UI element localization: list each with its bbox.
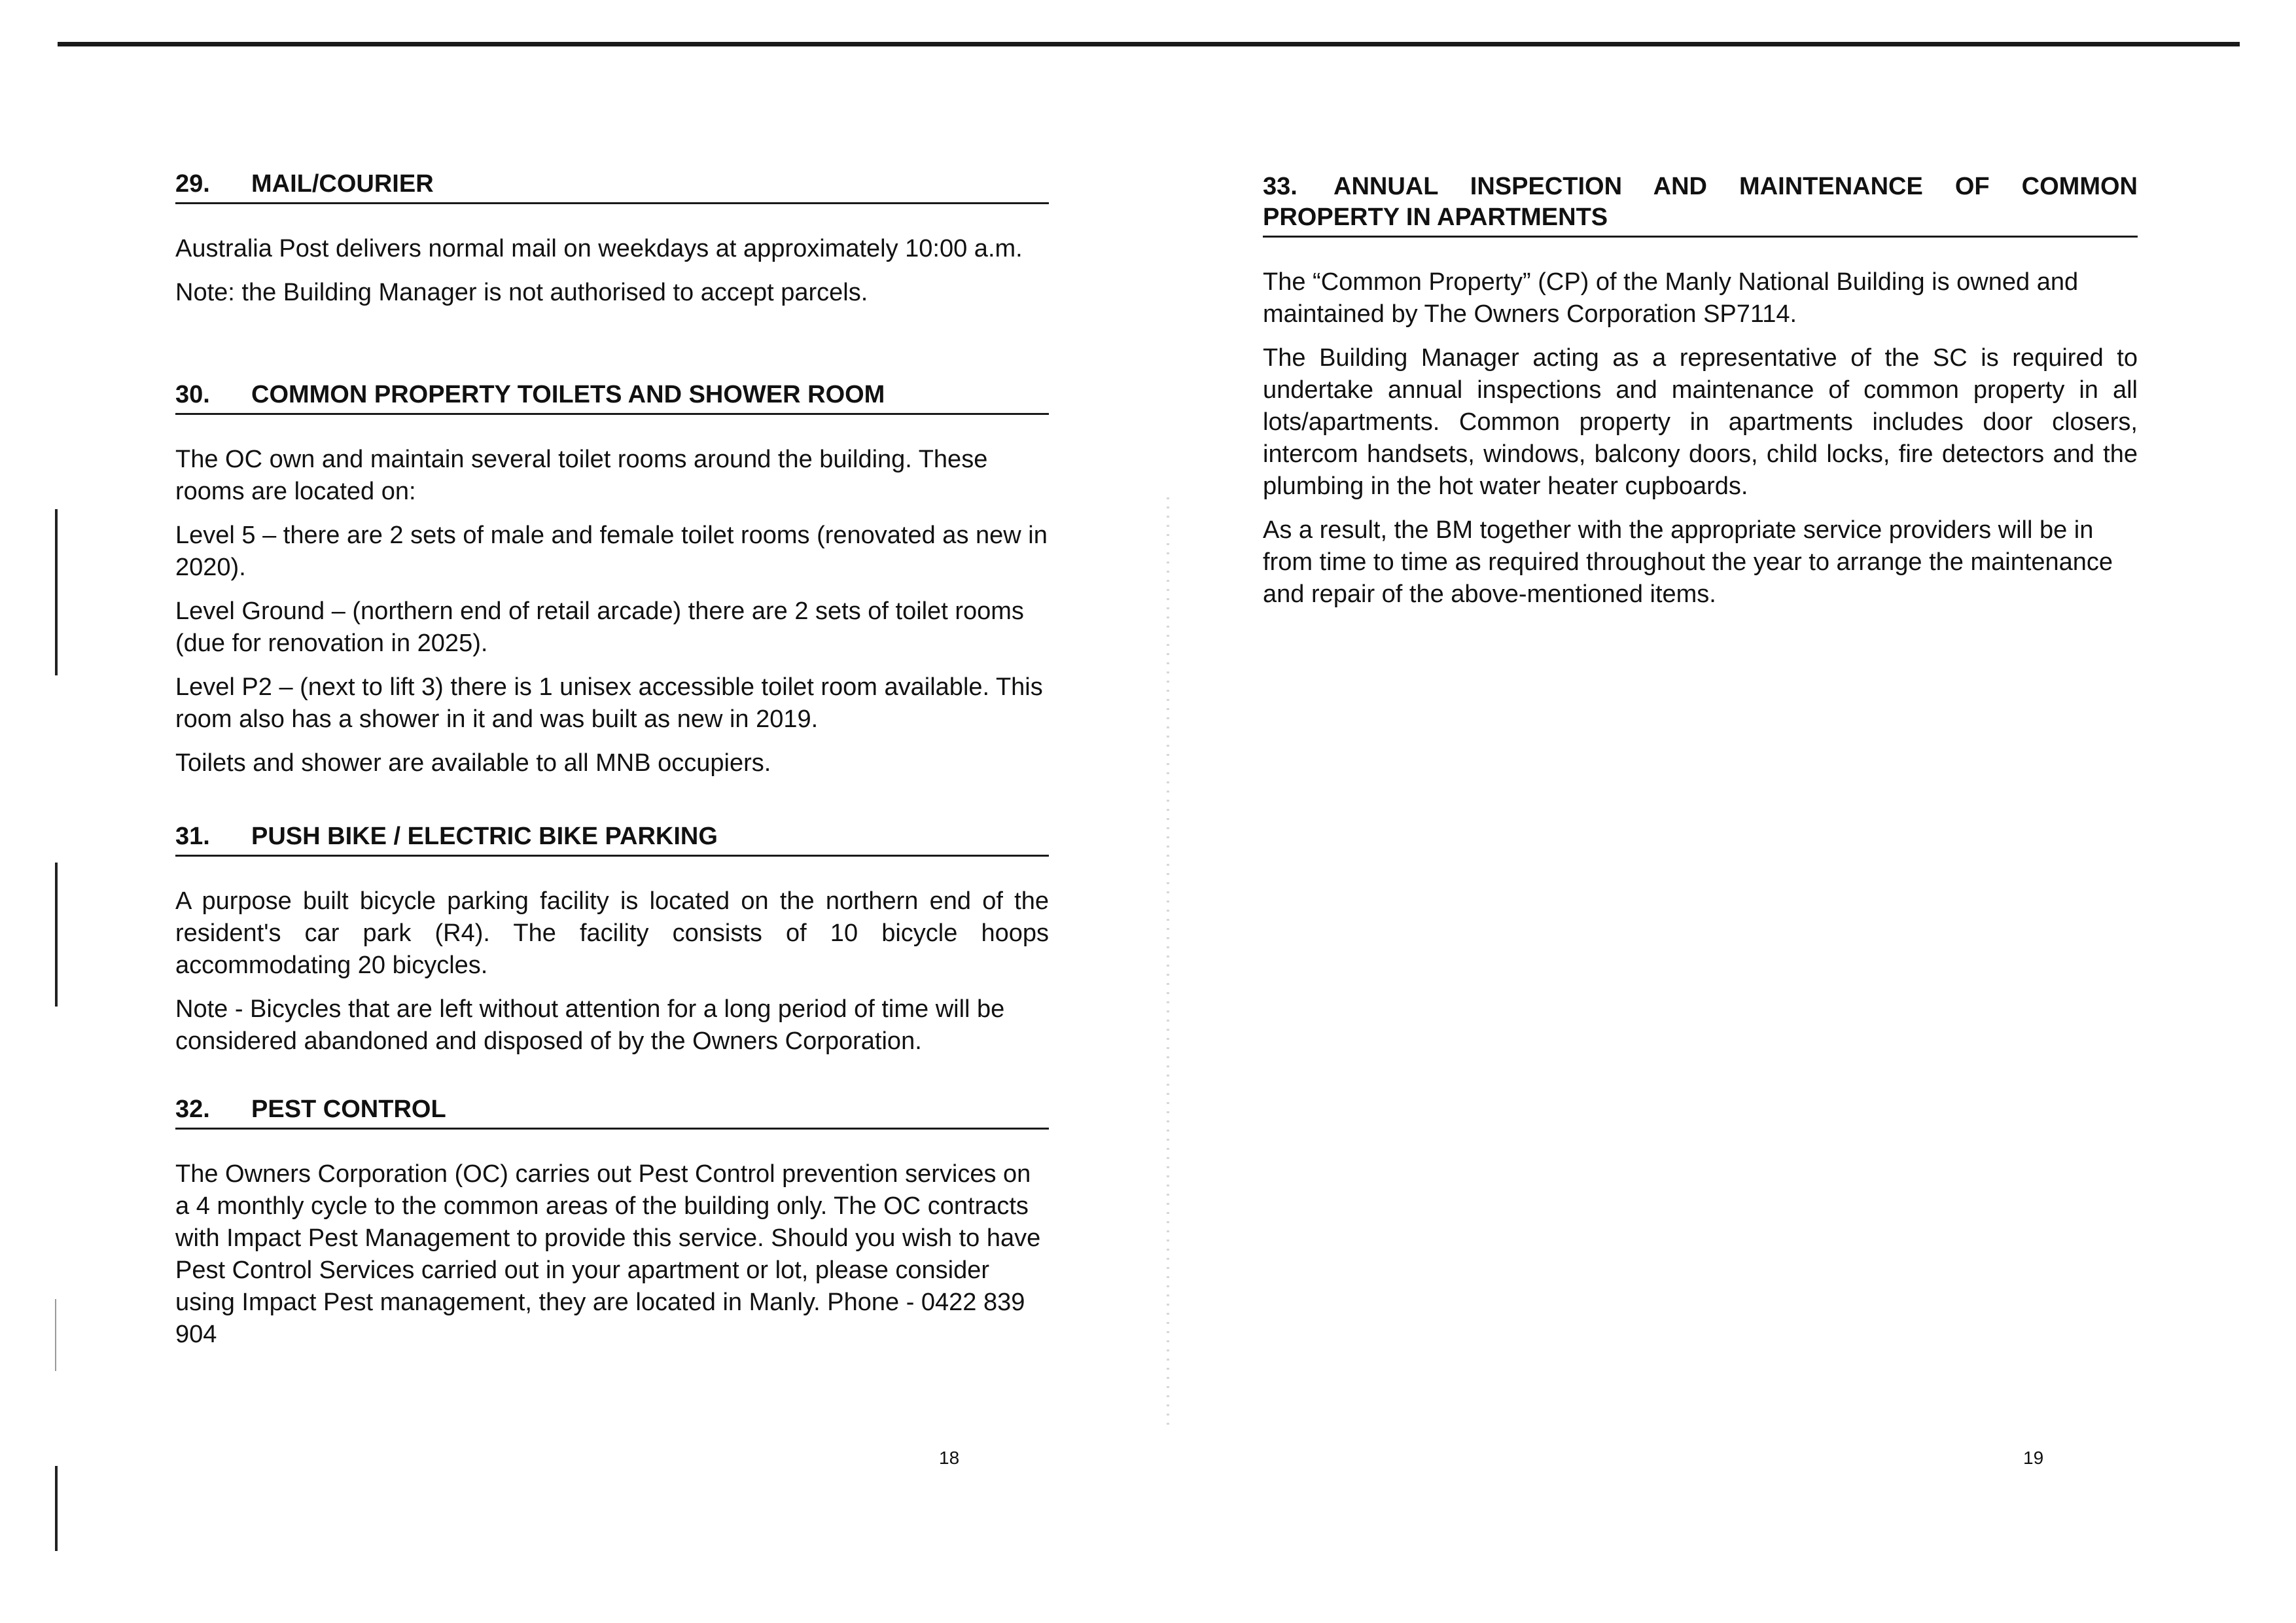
paragraph: The Owners Corporation (OC) carries out Pest Control prevention services on a 4 monthly cycle to the common areas of the building only. The OC contracts with Impact Pest Management to provide this service. Should you wish to have Pest Control Services carried out in your apartment or lot, please consider using Impact Pest management, they are located in Manly. Phone - 0422 839 904 (175, 1160, 1041, 1348)
paragraph: Note: the Building Manager is not authorised to accept parcels. (175, 279, 868, 306)
paragraph: Level 5 – there are 2 sets of male and female toilet rooms (renovated as new in 2020). (175, 522, 1048, 581)
section-title: MAIL/COURIER (251, 170, 434, 198)
left-page (175, 0, 1049, 1623)
scan-margin-mark (55, 1299, 56, 1371)
paragraph: A purpose built bicycle parking facility is located on the northern end of the resident's car park (R4). The facility consists of 10 bicycle hoops accommodating 20 bicycles. (175, 887, 1049, 979)
section-title: PUSH BIKE / ELECTRIC BIKE PARKING (251, 823, 718, 850)
scan-margin-mark (55, 1466, 58, 1551)
section-heading (175, 380, 1049, 415)
paragraph: Australia Post delivers normal mail on weekdays at approximately 10:00 a.m. (175, 235, 1023, 262)
section-number: 29. (175, 170, 210, 198)
section-29 (175, 169, 1049, 321)
section-heading (175, 169, 1049, 204)
paragraph: The OC own and maintain several toilet rooms around the building. These rooms are located on: (175, 446, 988, 505)
scan-margin-mark (55, 863, 58, 1007)
paragraph: Level P2 – (next to lift 3) there is 1 unisex accessible toilet room available. This room also has a shower in it and was built as new in 2019. (175, 673, 1043, 733)
page-number: 19 (2023, 1448, 2044, 1468)
page-fold-speckle (1167, 497, 1169, 1427)
section-33 (1263, 171, 2138, 622)
paragraph: The Building Manager acting as a representative of the SC is required to undertake annual inspections and maintenance of common property in all lots/apartments. Common property in apartments includes door closers, intercom handsets, windows, balcony doors, child locks, fire detectors and the plumbing in the hot water heater cupboards. (1263, 344, 2138, 500)
section-heading (175, 1094, 1049, 1130)
section-32 (175, 1094, 1049, 1363)
scan-margin-mark (55, 509, 58, 675)
section-number: 33. (1263, 173, 1298, 200)
right-page (1263, 0, 2138, 1623)
section-title: COMMON PROPERTY TOILETS AND SHOWER ROOM (251, 381, 885, 408)
section-number: 31. (175, 823, 210, 850)
section-31 (175, 821, 1049, 1069)
paragraph: Toilets and shower are available to all MNB occupiers. (175, 749, 771, 777)
section-30 (175, 380, 1049, 791)
page-number: 18 (939, 1448, 960, 1468)
section-title: PEST CONTROL (251, 1096, 446, 1123)
section-title: ANNUAL INSPECTION AND MAINTENANCE OF COMMON PROPERTY IN APARTMENTS (1263, 173, 2138, 231)
paragraph: Level Ground – (northern end of retail arcade) there are 2 sets of toilet rooms (due for renovation in 2025). (175, 597, 1024, 657)
section-heading (175, 821, 1049, 857)
section-number: 30. (175, 381, 210, 408)
paragraph: The “Common Property” (CP) of the Manly National Building is owned and maintained by The Owners Corporation SP7114. (1263, 268, 2079, 328)
section-heading (1263, 171, 2138, 238)
section-number: 32. (175, 1096, 210, 1123)
paragraph: As a result, the BM together with the appropriate service providers will be in from time to time as required throughout the year to arrange the maintenance and repair of the above-mentioned items. (1263, 516, 2113, 608)
paragraph: Note - Bicycles that are left without attention for a long period of time will be considered abandoned and disposed of by the Owners Corporation. (175, 995, 1005, 1055)
